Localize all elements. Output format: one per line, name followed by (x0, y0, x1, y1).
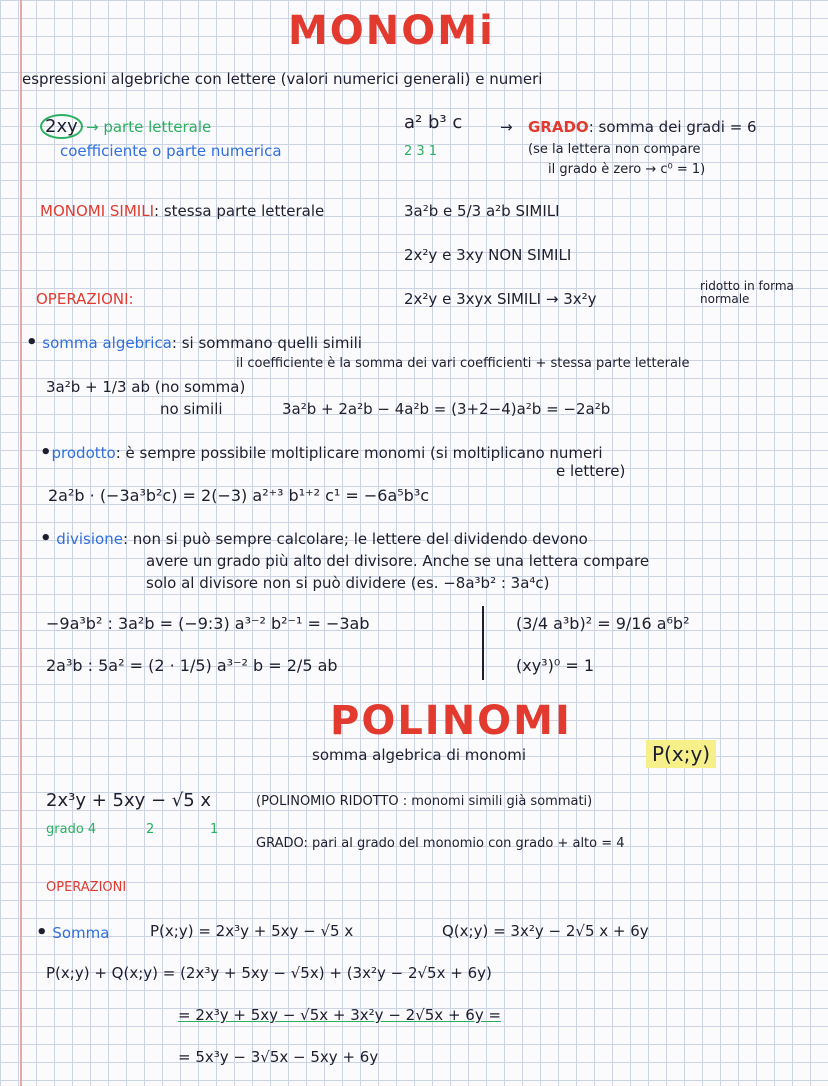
simili-example-1: 3a²b e 5/3 a²b SIMILI (404, 202, 560, 220)
simili-heading: MONOMI SIMILI: stessa parte letterale (40, 202, 325, 220)
q-definition: Q(x;y) = 3x²y − 2√5 x + 6y (442, 922, 649, 940)
simili-example-2: 2x²y e 3xy NON SIMILI (404, 246, 572, 264)
parte-letterale-label: → parte letterale (86, 118, 212, 136)
intro-line: espressioni algebriche con lettere (valori numerici generali) e numeri (22, 70, 543, 88)
vertical-divider (482, 606, 484, 680)
prodotto-heading: •prodotto: è sempre possibile moltiplicare monomi (si moltiplicano numeri (40, 442, 603, 463)
grado-monomio-2: 2 (146, 822, 155, 837)
margin-line (20, 0, 22, 1086)
polinomi-somma-heading: • Somma (36, 922, 110, 943)
grado-def: GRADO: somma dei gradi = 6 (528, 118, 757, 136)
grado-exponents: 2 3 1 (404, 144, 438, 159)
coefficiente-label: coefficiente o parte numerica (60, 142, 282, 160)
polinomi-def: somma algebrica di monomi (312, 746, 527, 764)
ridotto-note: ridotto in forma normale (700, 279, 794, 306)
sum-line-1: P(x;y) + Q(x;y) = (2x³y + 5xy − √5x) + (3x²y − 2√5x + 6y) (46, 964, 492, 982)
somma-ex-calc: 3a²b + 2a²b − 4a²b = (3+2−4)a²b = −2a²b (282, 400, 611, 418)
somma-heading: • somma algebrica: si sommano quelli simili (26, 332, 362, 353)
somma-ex-nosimili: no simili (160, 400, 223, 418)
grado-monomio-1: grado 4 (46, 822, 97, 837)
simili-example-3: 2x²y e 3xyx SIMILI → 3x²y (404, 290, 597, 308)
polinomio-example: 2x³y + 5xy − √5 x (46, 790, 212, 811)
divisione-heading: • divisione: non si può sempre calcolare; le lettere del dividendo devono (40, 528, 588, 549)
prodotto-def-2: e lettere) (556, 462, 626, 480)
somma-ex-no: 3a²b + 1/3 ab (no somma) (46, 378, 246, 396)
divisione-def-3: solo al divisore non si può dividere (es. −8a³b² : 3a⁴c) (146, 574, 550, 592)
grado-monomio-3: 1 (210, 822, 219, 837)
prodotto-example: 2a²b · (−3a³b²c) = 2(−3) a²⁺³ b¹⁺² c¹ = −6a⁵b³c (48, 486, 430, 505)
polinomio-grado-def: GRADO: pari al grado del monomio con grado + alto = 4 (256, 836, 625, 851)
sum-line-3: = 5x³y − 3√5x − 5xy + 6y (178, 1048, 379, 1066)
grado-example: a² b³ c (404, 112, 463, 133)
grado-arrow: → (500, 118, 513, 136)
divisione-def-2: avere un grado più alto del divisore. Anche se una lettera compare (146, 552, 650, 570)
operazioni-label: OPERAZIONI: (36, 290, 134, 308)
grado-note-2: il grado è zero → c⁰ = 1) (548, 162, 706, 177)
polinomi-notation: P(x;y) (646, 740, 716, 768)
sum-line-2: = 2x³y + 5xy − √5x + 3x²y − 2√5x + 6y = (178, 1006, 502, 1024)
polinomio-ridotto-note: (POLINOMIO RIDOTTO : monomi simili già sommati) (256, 794, 593, 809)
somma-def-2: il coefficiente è la somma dei vari coefficienti + stessa parte letterale (236, 356, 690, 371)
p-definition: P(x;y) = 2x³y + 5xy − √5 x (150, 922, 354, 940)
potenza-example-1: (3/4 a³b)² = 9/16 a⁶b² (516, 614, 690, 633)
example-monomial: 2xy (40, 114, 83, 139)
grado-note-1: (se la lettera non compare (528, 142, 701, 157)
potenza-example-2: (xy³)⁰ = 1 (516, 656, 595, 675)
divisione-example-2: 2a³b : 5a² = (2 · 1/5) a³⁻² b = 2/5 ab (46, 656, 338, 675)
page-title: MONOMi (288, 8, 495, 54)
divisione-example-1: −9a³b² : 3a²b = (−9:3) a³⁻² b²⁻¹ = −3ab (46, 614, 370, 633)
polinomi-operazioni-label: OPERAZIONI (46, 880, 127, 895)
polinomi-title: POLINOMI (330, 698, 572, 744)
